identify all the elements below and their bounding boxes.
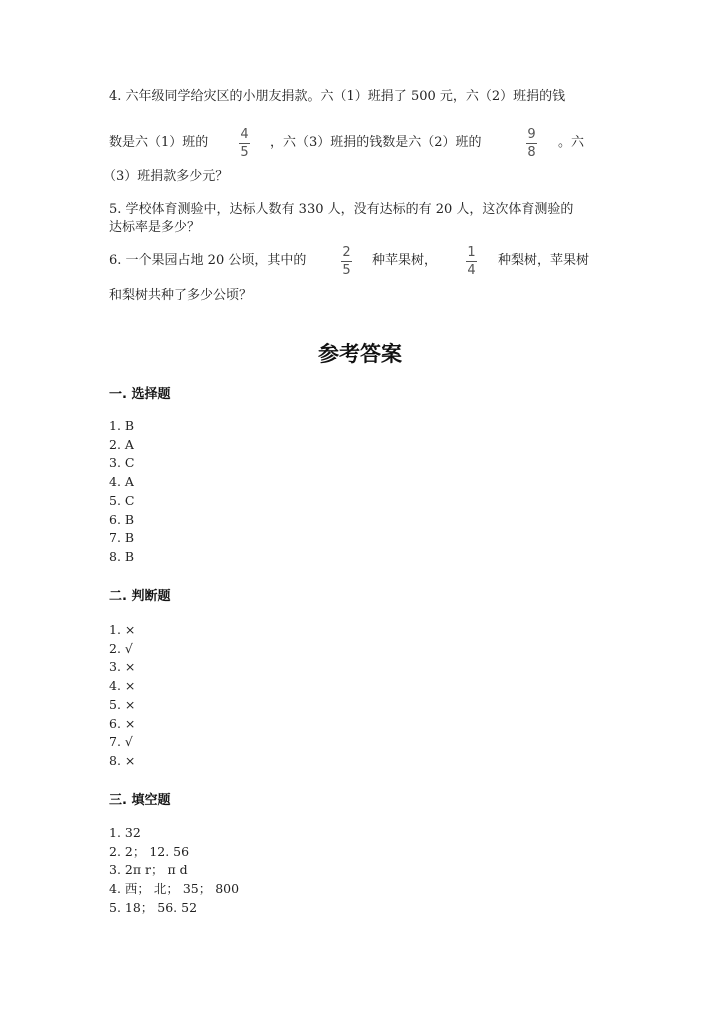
answer-item: 5. C <box>109 492 135 508</box>
answer-item: 3. × <box>109 659 136 675</box>
q6-fraction-1-numerator: 2 <box>342 245 351 260</box>
answer-item: 1. × <box>109 622 136 637</box>
q4-line2-b: ，六（3）班捐的钱数是六（2）班的 <box>270 135 482 150</box>
fraction-bar <box>466 261 477 262</box>
section-heading-choice: 一. 选择题 <box>109 387 171 402</box>
answer-item: 1. B <box>109 418 135 433</box>
answer-item: 6. × <box>109 715 136 731</box>
answer-item: 2. 2； 12. 56 <box>109 843 190 859</box>
q5-line1: 5. 学校体育测验中，达标人数有 330 人，没有达标的有 20 人，这次体育测验的 <box>109 202 574 217</box>
q6-fraction-1-denominator: 5 <box>342 263 351 278</box>
q5-line2: 达标率是多少？ <box>109 220 201 235</box>
answer-list-judgment <box>109 621 135 771</box>
answer-item: 5. × <box>109 696 136 712</box>
fraction-bar <box>239 143 250 144</box>
q4-fraction-1-denominator: 5 <box>240 145 249 160</box>
answer-item: 4. A <box>109 474 134 490</box>
q4-fraction-2-denominator: 8 <box>527 145 536 160</box>
answer-list-fill-blank <box>109 824 239 918</box>
answer-item: 1. 32 <box>109 825 141 840</box>
q4-line2-c: 。六 <box>558 135 585 150</box>
fraction-bar <box>341 261 352 262</box>
answer-item: 7. √ <box>109 734 133 750</box>
answer-item: 4. 西； 北； 35； 800 <box>109 881 240 897</box>
q4-line2-a: 数是六（1）班的 <box>109 135 209 150</box>
q6-line2: 和梨树共种了多少公顷？ <box>109 288 253 303</box>
q4-fraction-1 <box>239 127 250 160</box>
answer-item: 2. √ <box>109 640 133 656</box>
answer-item: 5. 18； 56. 52 <box>109 899 198 915</box>
q4-fraction-1-numerator: 4 <box>240 127 249 142</box>
q6-line1-a: 6. 一个果园占地 20 公顷，其中的 <box>109 253 307 268</box>
answer-item: 2. A <box>109 436 134 452</box>
answer-key-title: 参考答案 <box>318 342 402 366</box>
section-heading-judgment: 二. 判断题 <box>109 589 171 604</box>
q4-fraction-2 <box>526 127 537 160</box>
q4-line1: 4. 六年级同学给灾区的小朋友捐款。六（1）班捐了 500 元，六（2）班捐的钱 <box>109 89 566 104</box>
q6-fraction-2-numerator: 1 <box>467 245 476 260</box>
q4-fraction-2-numerator: 9 <box>527 127 536 142</box>
answer-item: 8. × <box>109 752 136 768</box>
answer-item: 8. B <box>109 548 135 564</box>
fraction-bar <box>526 143 537 144</box>
q6-fraction-1 <box>341 245 352 278</box>
answer-item: 4. × <box>109 678 136 694</box>
answer-item: 3. C <box>109 455 135 471</box>
q6-line1-b: 种苹果树， <box>372 253 438 268</box>
answer-item: 6. B <box>109 511 135 527</box>
section-heading-fill-blank: 三. 填空题 <box>109 793 171 808</box>
answer-item: 3. 2π r； π d <box>109 862 188 878</box>
q4-line3: （3）班捐款多少元？ <box>103 169 229 184</box>
q6-fraction-2 <box>466 245 477 278</box>
answer-list-choice <box>109 417 134 567</box>
q6-fraction-2-denominator: 4 <box>467 263 476 278</box>
q6-line1-c: 种梨树，苹果树 <box>498 253 590 268</box>
answer-item: 7. B <box>109 530 135 546</box>
